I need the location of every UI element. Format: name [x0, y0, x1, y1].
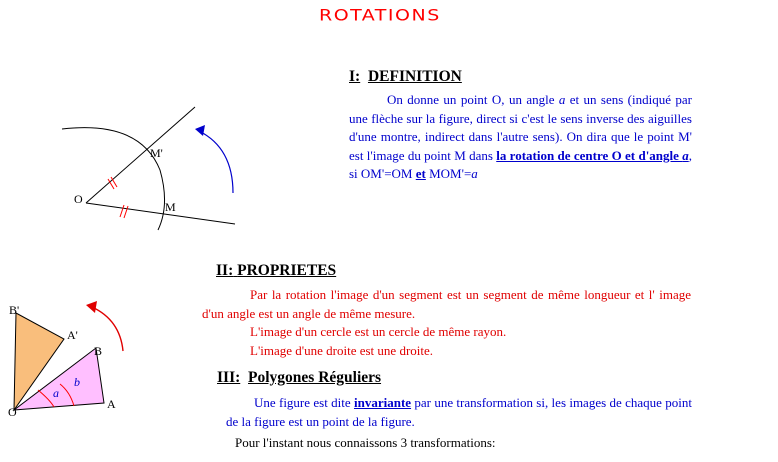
angle-label-a: a — [53, 386, 59, 400]
section-2-paragraph-3: L'image d'une droite est une droite. — [250, 343, 434, 358]
text-span: et un sens (indiqué par une flèche sur la figure, direct si c'est le sens inverse des aiguilles d'une montre, indirect dans l'autre sens). On dira que le point M' est l'image du point M dans — [349, 92, 692, 163]
arrow-head-icon — [195, 125, 205, 136]
section-2-number: II: — [216, 262, 234, 279]
label-o: O — [74, 192, 83, 206]
section-2-heading — [216, 262, 336, 280]
label-b: B — [94, 344, 103, 358]
label-m-prime: M' — [150, 146, 163, 160]
section-2-title: PROPRIETES — [237, 262, 337, 279]
label-b-prime: B' — [9, 303, 20, 317]
section-1-number: I: — [349, 68, 361, 85]
text-span: On donne un point O, un angle — [387, 92, 559, 107]
text-span: Une figure est dite — [254, 395, 354, 410]
section-2-paragraph-1: Par la rotation l'image d'un segment est un segment de même longueur et l' image d'un angle est un angle de même mesure. — [202, 287, 691, 321]
figure-rotation-definition — [0, 0, 300, 250]
invariante-link[interactable]: invariante — [353, 395, 412, 410]
angle-symbol: a — [471, 166, 478, 182]
equal-tick-mark-om — [120, 205, 128, 218]
section-1-title: DEFINITION — [367, 68, 462, 85]
label-m: M — [165, 200, 176, 214]
text-span: , — [688, 147, 692, 163]
section-3-paragraph — [226, 394, 692, 431]
figure-rotation-polygon — [0, 290, 210, 462]
angle-symbol: a — [558, 92, 566, 107]
ray-om-prime — [86, 107, 195, 203]
label-o: O — [8, 405, 17, 419]
section-3-footer: Pour l'instant nous connaissons 3 transformations: — [235, 435, 496, 450]
rotation-definition-link[interactable]: la rotation de centre O et d'angle a — [496, 147, 689, 163]
page-title: ROTATIONS — [319, 6, 441, 25]
section-1-paragraph — [349, 91, 692, 184]
section-3-title: Polygones Réguliers — [248, 369, 382, 386]
et-emphasis: et — [415, 166, 426, 182]
angle-label-b: b — [74, 375, 80, 389]
arrow-head-icon — [86, 301, 97, 313]
text-span: MOM'= — [425, 166, 472, 182]
section-2-paragraph-2: L'image d'un cercle est un cercle de même rayon. — [250, 324, 507, 339]
label-a: A — [107, 397, 116, 411]
label-a-prime: A' — [67, 328, 78, 342]
text-span: par une transformation si, les images de chaque point de la figure est un point de la figure. — [226, 395, 692, 429]
direction-arc-arrow — [199, 131, 233, 193]
section-1-heading — [349, 68, 462, 86]
ray-om — [86, 203, 235, 224]
text-span: si OM'=OM — [349, 166, 416, 182]
section-3-number: III: — [217, 369, 241, 386]
section-3-heading — [217, 369, 381, 387]
